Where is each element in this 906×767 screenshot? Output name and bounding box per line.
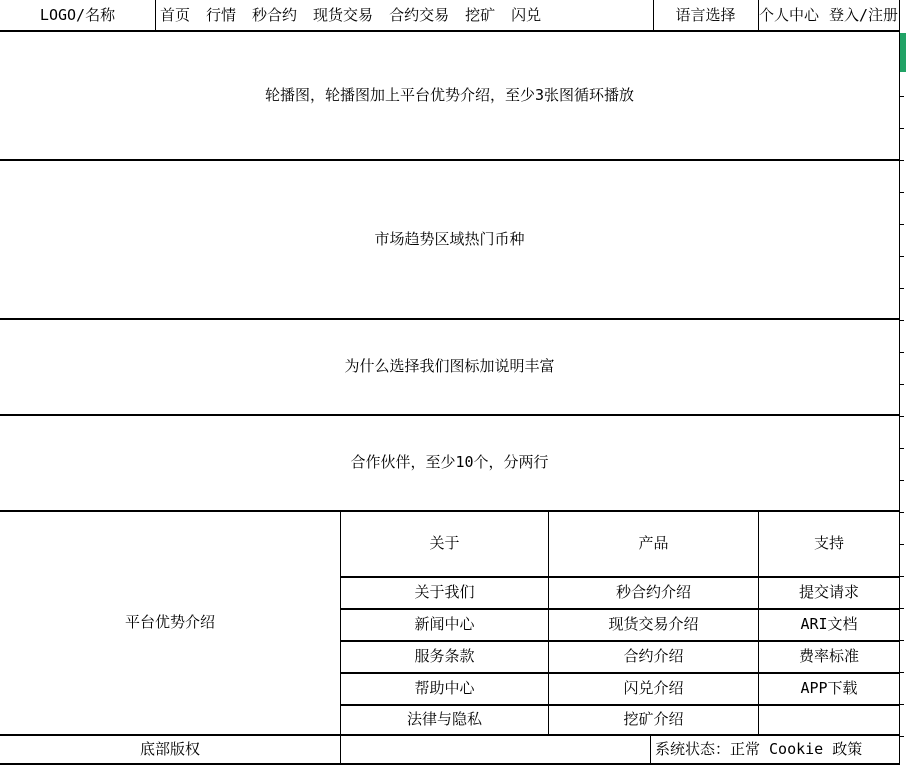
row-boundary-tick	[899, 192, 904, 193]
row-boundary-tick	[899, 736, 904, 737]
footer-link-submit-request[interactable]: 提交请求	[798, 583, 859, 601]
partners-placeholder: 合作伙伴，至少10个，分两行	[350, 453, 549, 471]
footer-link-second-contract-intro[interactable]: 秒合约介绍	[615, 583, 691, 601]
row-boundary-tick	[899, 480, 904, 481]
nav-item-contract-trading[interactable]: 合约交易	[389, 5, 450, 24]
logo[interactable]: LOGO/名称	[39, 5, 116, 24]
row-boundary-tick	[899, 608, 904, 609]
row-boundary-tick	[899, 96, 904, 97]
grid-line	[899, 0, 900, 765]
footer-link-about-us[interactable]: 关于我们	[414, 583, 475, 601]
nav-item-swap[interactable]: 闪兑	[511, 5, 542, 24]
nav-item-home[interactable]: 首页	[160, 5, 191, 24]
row-boundary-tick	[899, 128, 904, 129]
account-area	[758, 0, 899, 30]
footer-link-fee-schedule[interactable]: 费率标准	[798, 647, 859, 665]
footer-link-terms-of-service[interactable]: 服务条款	[414, 647, 475, 665]
footer-link-app-download[interactable]: APP下载	[800, 679, 858, 697]
row-boundary-tick	[899, 256, 904, 257]
grid-line	[0, 763, 899, 765]
footer-link-contract-intro[interactable]: 合约介绍	[623, 647, 684, 665]
nav-item-mining[interactable]: 挖矿	[465, 5, 496, 24]
row-boundary-tick	[899, 544, 904, 545]
row-boundary-tick	[899, 160, 904, 161]
row-boundary-tick	[899, 704, 904, 705]
row-boundary-tick	[899, 448, 904, 449]
row-boundary-tick	[899, 416, 904, 417]
row-boundary-tick	[899, 512, 904, 513]
nav-item-spot-trading[interactable]: 现货交易	[313, 5, 374, 24]
footer-link-news-center[interactable]: 新闻中心	[414, 615, 475, 633]
main-nav	[160, 0, 541, 30]
footer-col-header-products: 产品	[638, 534, 669, 552]
carousel-placeholder: 轮播图，轮播图加上平台优势介绍，至少3张图循环播放	[264, 85, 635, 104]
nav-item-second-contract[interactable]: 秒合约	[252, 5, 298, 24]
footer-link-legal-privacy[interactable]: 法律与隐私	[406, 710, 482, 728]
grid-line	[650, 735, 651, 764]
footer-link-help-center[interactable]: 帮助中心	[414, 679, 475, 697]
row-boundary-tick	[899, 672, 904, 673]
grid-line	[155, 0, 156, 31]
row-boundary-tick	[899, 576, 904, 577]
footer-link-mining-intro[interactable]: 挖矿介绍	[623, 710, 684, 728]
nav-item-markets[interactable]: 行情	[206, 5, 237, 24]
login-register-link[interactable]: 登入/注册	[828, 5, 899, 24]
copyright-placeholder: 底部版权	[139, 739, 200, 758]
footer-col-header-about: 关于	[429, 534, 460, 552]
row-boundary-tick	[899, 288, 904, 289]
row-boundary-tick	[899, 320, 904, 321]
system-status: 系统状态：正常 Cookie 政策	[655, 739, 863, 758]
row-boundary-tick	[899, 640, 904, 641]
footer-link-spot-trading-intro[interactable]: 现货交易介绍	[608, 615, 699, 633]
row-boundary-tick	[899, 384, 904, 385]
market-trend-placeholder: 市场趋势区域热门币种	[374, 229, 525, 248]
why-choose-us-placeholder: 为什么选择我们图标加说明丰富	[344, 357, 555, 375]
row-boundary-tick	[899, 224, 904, 225]
user-center-link[interactable]: 个人中心	[758, 5, 819, 24]
scrollbar-thumb[interactable]	[900, 33, 906, 72]
footer-link-swap-intro[interactable]: 闪兑介绍	[623, 679, 684, 697]
language-selector[interactable]: 语言选择	[675, 5, 736, 24]
footer-col-header-support: 支持	[813, 534, 844, 552]
footer-link-api-docs[interactable]: ARI文档	[800, 615, 858, 633]
platform-intro-placeholder: 平台优势介绍	[124, 613, 215, 631]
row-boundary-tick	[899, 352, 904, 353]
